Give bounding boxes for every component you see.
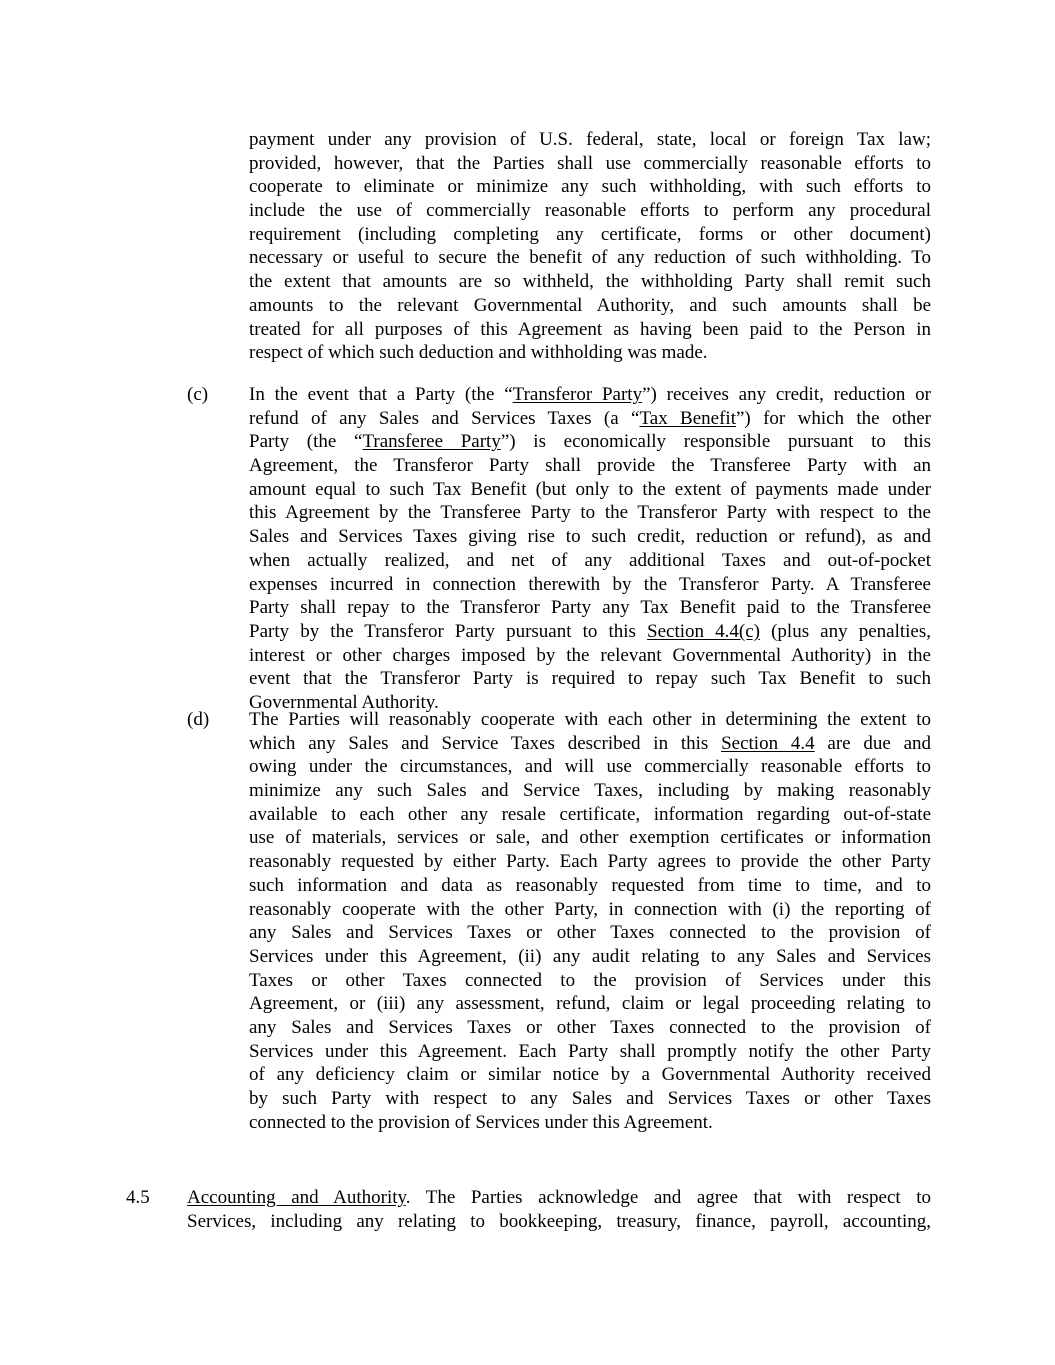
text-line: Governmental Authority. — [249, 691, 439, 713]
defined-term: Transferor Party — [512, 384, 643, 405]
section-4-5-number: 4.5 — [126, 1187, 150, 1208]
text-line: any Sales and Services Taxes or other Taxes connected to the provision of — [249, 1016, 931, 1038]
text-line: connected to the provision of Services under this Agreement. — [249, 1111, 713, 1133]
text-line: reasonably cooperate with the other Party, in connection with (i) the reporting of — [249, 898, 931, 920]
text-line: necessary or useful to secure the benefit of any reduction of such withholding. To — [249, 247, 931, 269]
text-line: the extent that amounts are so withheld, the withholding Party shall remit such — [249, 271, 931, 293]
text-line: Party (the “Transferee Party”) is economically responsible pursuant to this — [249, 431, 932, 453]
section-4-5 — [187, 1186, 931, 1233]
text-line: provided, however, that the Parties shall use commercially reasonable efforts to — [249, 152, 931, 174]
text-line: refund of any Sales and Services Taxes (a “Tax Benefit”) for which the other — [249, 407, 931, 429]
text-line: use of materials, services or sale, and other exemption certificates or information — [249, 827, 931, 849]
text-line: cooperate to eliminate or minimize any such withholding, with such efforts to — [249, 176, 931, 198]
text-line: which any Sales and Service Taxes described in this Section 4.4 are due and — [249, 732, 932, 754]
text-line: amounts to the relevant Governmental Authority, and such amounts shall be — [249, 294, 931, 316]
text-line: requirement (including completing any certificate, forms or other document) — [249, 223, 931, 245]
text-line: Agreement, the Transferor Party shall provide the Transferee Party with an — [249, 455, 931, 477]
text-line: available to each other any resale certificate, information regarding out-of-state — [249, 803, 931, 825]
text-line: treated for all purposes of this Agreement as having been paid to the Person in — [249, 318, 931, 340]
paragraph-c-label: (c) — [187, 384, 209, 405]
text-line: Agreement, or (iii) any assessment, refund, claim or legal proceeding relating to — [249, 993, 931, 1015]
paragraph-c — [249, 383, 931, 715]
paragraph-d — [249, 708, 931, 1134]
text-line: this Agreement by the Transferee Party to the Transferor Party with respect to the — [249, 502, 931, 524]
text-line: Taxes or other Taxes connected to the provision of Services under this — [249, 969, 931, 991]
text-line: Sales and Services Taxes giving rise to such credit, reduction or refund), as and — [249, 526, 931, 548]
paragraph-b-continued — [249, 128, 931, 365]
text-line: by such Party with respect to any Sales and Services Taxes or other Taxes — [249, 1088, 931, 1109]
text-line: include the use of commercially reasonable efforts to perform any procedural — [249, 200, 931, 222]
text-line: expenses incurred in connection therewith by the Transferor Party. A Transferee — [249, 573, 931, 595]
defined-term: Accounting and Authority — [187, 1187, 406, 1208]
text-line: minimize any such Sales and Service Taxes, including by making reasonably — [249, 780, 931, 802]
paragraph-d-label: (d) — [187, 709, 210, 730]
defined-term: Section 4.4 — [721, 732, 815, 754]
text-line: amount equal to such Tax Benefit (but only to the extent of payments made under — [249, 478, 931, 500]
text-line: reasonably requested by either Party. Each Party agrees to provide the other Party — [249, 851, 931, 873]
text-line: interest or other charges imposed by the relevant Governmental Authority) in the — [249, 644, 931, 666]
text-line: Services under this Agreement, (ii) any audit relating to any Sales and Services — [249, 945, 931, 967]
text-line: any Sales and Services Taxes or other Taxes connected to the provision of — [249, 922, 931, 944]
text-line: when actually realized, and net of any additional Taxes and out-of-pocket — [249, 549, 931, 571]
text-line: In the event that a Party (the “Transferor Party”) receives any credit, reduction or — [249, 384, 931, 405]
defined-term: Tax Benefit — [639, 407, 736, 429]
text-line: Accounting and Authority. The Parties acknowledge and agree that with respect to — [187, 1187, 931, 1208]
text-line: such information and data as reasonably requested from time to time, and to — [249, 874, 931, 896]
text-line: payment under any provision of U.S. federal, state, local or foreign Tax law; — [249, 129, 931, 150]
text-line: Party shall repay to the Transferor Party any Tax Benefit paid to the Transferee — [249, 597, 931, 619]
text-line: The Parties will reasonably cooperate with each other in determining the extent to — [249, 709, 931, 730]
text-line: owing under the circumstances, and will use commercially reasonable efforts to — [249, 756, 931, 778]
text-line: event that the Transferor Party is required to repay such Tax Benefit to such — [249, 668, 931, 690]
defined-term: Section 4.4(c) — [647, 620, 760, 642]
defined-term: Transferee Party — [362, 431, 501, 453]
text-line: respect of which such deduction and withholding was made. — [249, 342, 708, 364]
text-line: of any deficiency claim or similar notice by a Governmental Authority received — [249, 1064, 931, 1086]
text-line: Party by the Transferor Party pursuant to this Section 4.4(c) (plus any penalties, — [249, 620, 931, 642]
text-line: Services under this Agreement. Each Party shall promptly notify the other Party — [249, 1040, 931, 1062]
text-line: Services, including any relating to bookkeeping, treasury, finance, payroll, accounting, — [187, 1210, 931, 1232]
